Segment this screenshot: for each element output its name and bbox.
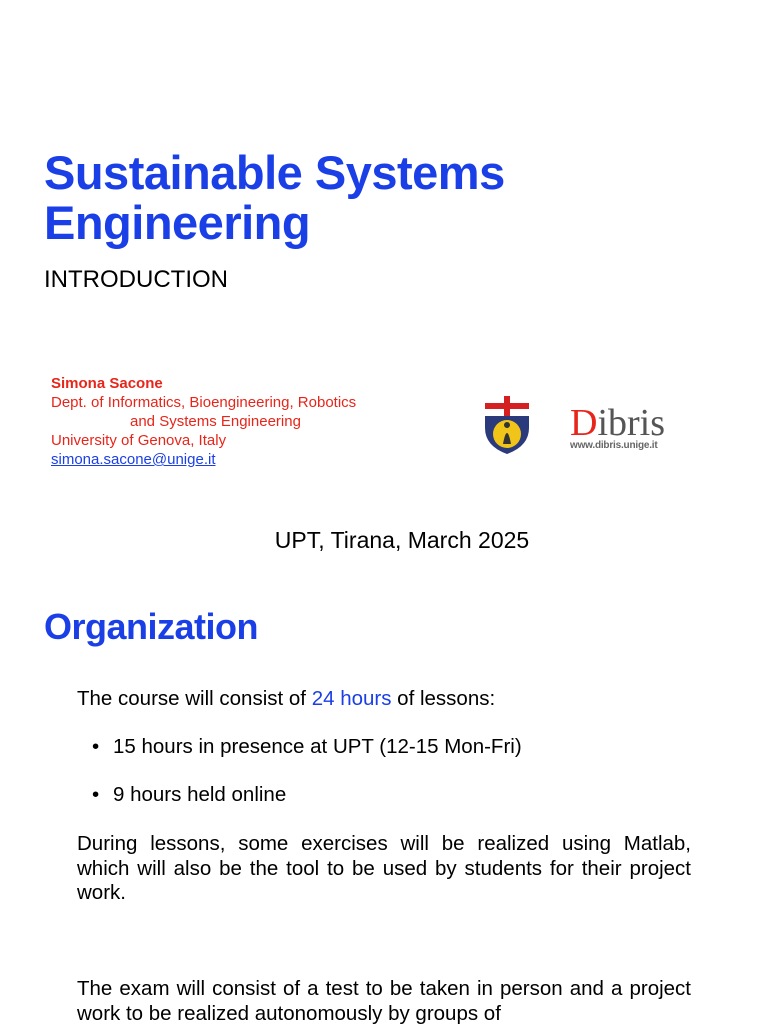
dibris-logo: [570, 404, 670, 451]
author-block: [51, 374, 356, 469]
bullet-item: [92, 735, 522, 759]
course-intro-post: of lessons:: [391, 687, 496, 710]
course-intro-pre: The course will consist of: [77, 687, 312, 710]
slide-subtitle: INTRODUCTION: [44, 266, 228, 293]
bullet-marker: •: [92, 735, 100, 758]
author-email-link[interactable]: simona.sacone@unige.it: [51, 451, 216, 468]
bullet-item: [92, 783, 286, 807]
university-seal-logo: [483, 394, 531, 456]
dibris-wordmark: [570, 404, 670, 442]
author-name: Simona Sacone: [51, 375, 163, 392]
bullet-text: 15 hours in presence at UPT (12-15 Mon-Fri): [113, 735, 522, 758]
author-university: University of Genova, Italy: [51, 432, 227, 449]
author-dept-line-1: Dept. of Informatics, Bioengineering, Robotics: [51, 394, 357, 411]
dibris-wordmark-rest: ibris: [597, 402, 666, 444]
dibris-wordmark-initial: D: [570, 402, 598, 444]
bullet-marker: •: [92, 783, 100, 806]
author-dept-line-2: and Systems Engineering: [130, 413, 301, 430]
slide-title: [44, 148, 684, 248]
slide-title-line-2: Engineering: [44, 196, 311, 249]
course-hours-highlight: 24 hours: [311, 687, 392, 710]
course-intro: [77, 687, 691, 712]
exam-paragraph: The exam will consist of a test to be taken in person and a project work to be realized autonomously by groups of: [77, 977, 691, 1025]
bullet-text: 9 hours held online: [113, 783, 287, 806]
dibris-url: www.dibris.unige.it: [570, 440, 658, 451]
slide-title-line-1: Sustainable Systems: [44, 146, 505, 199]
lessons-paragraph: During lessons, some exercises will be realized using Matlab, which will also be the tool to be used by students for their project work.: [77, 832, 691, 904]
section-heading: Organization: [44, 606, 259, 647]
place-date: UPT, Tirana, March 2025: [274, 527, 530, 553]
